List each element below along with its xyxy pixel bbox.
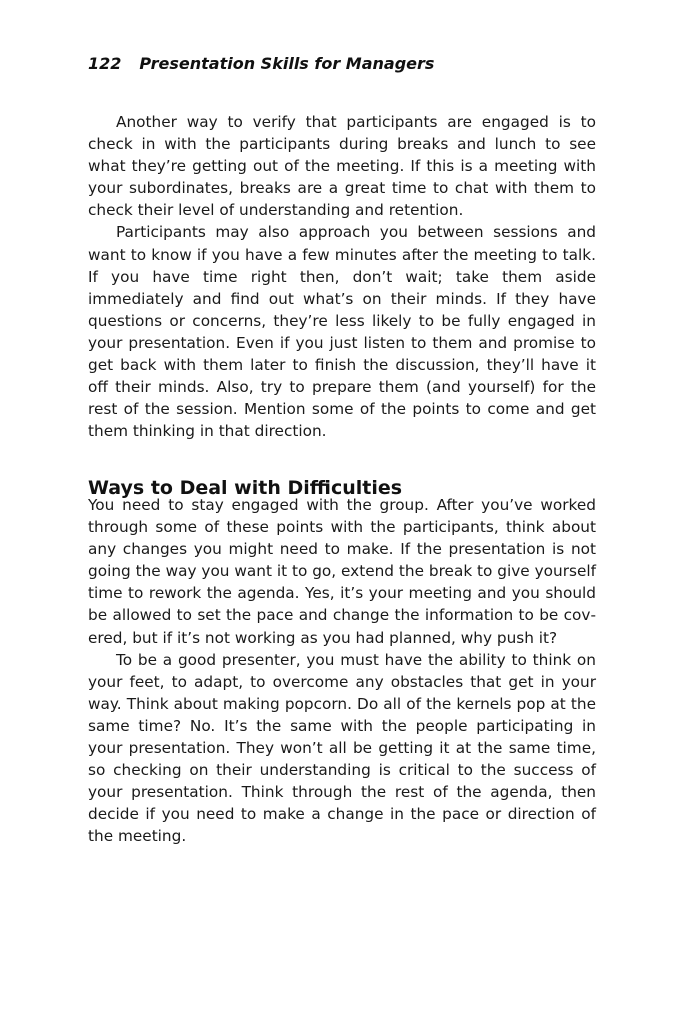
paragraph-participants-approach: Participants may also approach you between sessions and want to know if you have a few minutes after the meeting to talk. If you have time right then, don’t wait; take them aside immediately and find out what’s on their minds. If they have questions or concerns, they’re less likely to be fully engaged in your presentation. Even if you just listen to them and promise to get back with them later to finish the discussion, they’ll have it off their minds. Also, try to prepare them (and yourself) for the rest of the session. Mention some of the points to come and get them thinking in that direction. [88,223,596,441]
section-heading: Ways to Deal with Difficulties [88,476,403,499]
running-head [88,52,434,76]
paragraph-good-presenter: To be a good presenter, you must have the ability to think on your feet, to adapt, to overcome any obstacles that get in your way. Think about making popcorn. Do all of the kernels pop at the same time? No. It’s the same with the people participating in your presentation. They won’t all be getting it at the same time, so checking on their understanding is critical to the success of your presentation. Think through the rest of the agenda, then decide if you need to make a change in the pace or direction of the meeting. [88,650,596,846]
book-title: Presentation Skills for Managers [139,54,435,73]
paragraph-verify-engagement: Another way to verify that participants are engaged is to check in with the participants during breaks and lunch to see what they’re getting out of the meeting. If this is a meeting with your subordinates, breaks are a great time to chat with them to check their level of understanding and retention. [88,113,596,220]
page-number: 122 [88,54,122,73]
paragraph-stay-engaged: You need to stay engaged with the group. After you’ve worked through some of these points with the participants, think about any changes you might need to make. If the presentation is not going the way you want it to go, extend the break to give yourself time to rework the agenda. Yes, it’s your meeting and you should be allowed to set the pace and change the information to be covered, but if it’s not working as you had planned, why push it? [88,496,596,647]
body-text-block-1 [88,111,596,442]
body-text-block-2 [88,494,596,848]
